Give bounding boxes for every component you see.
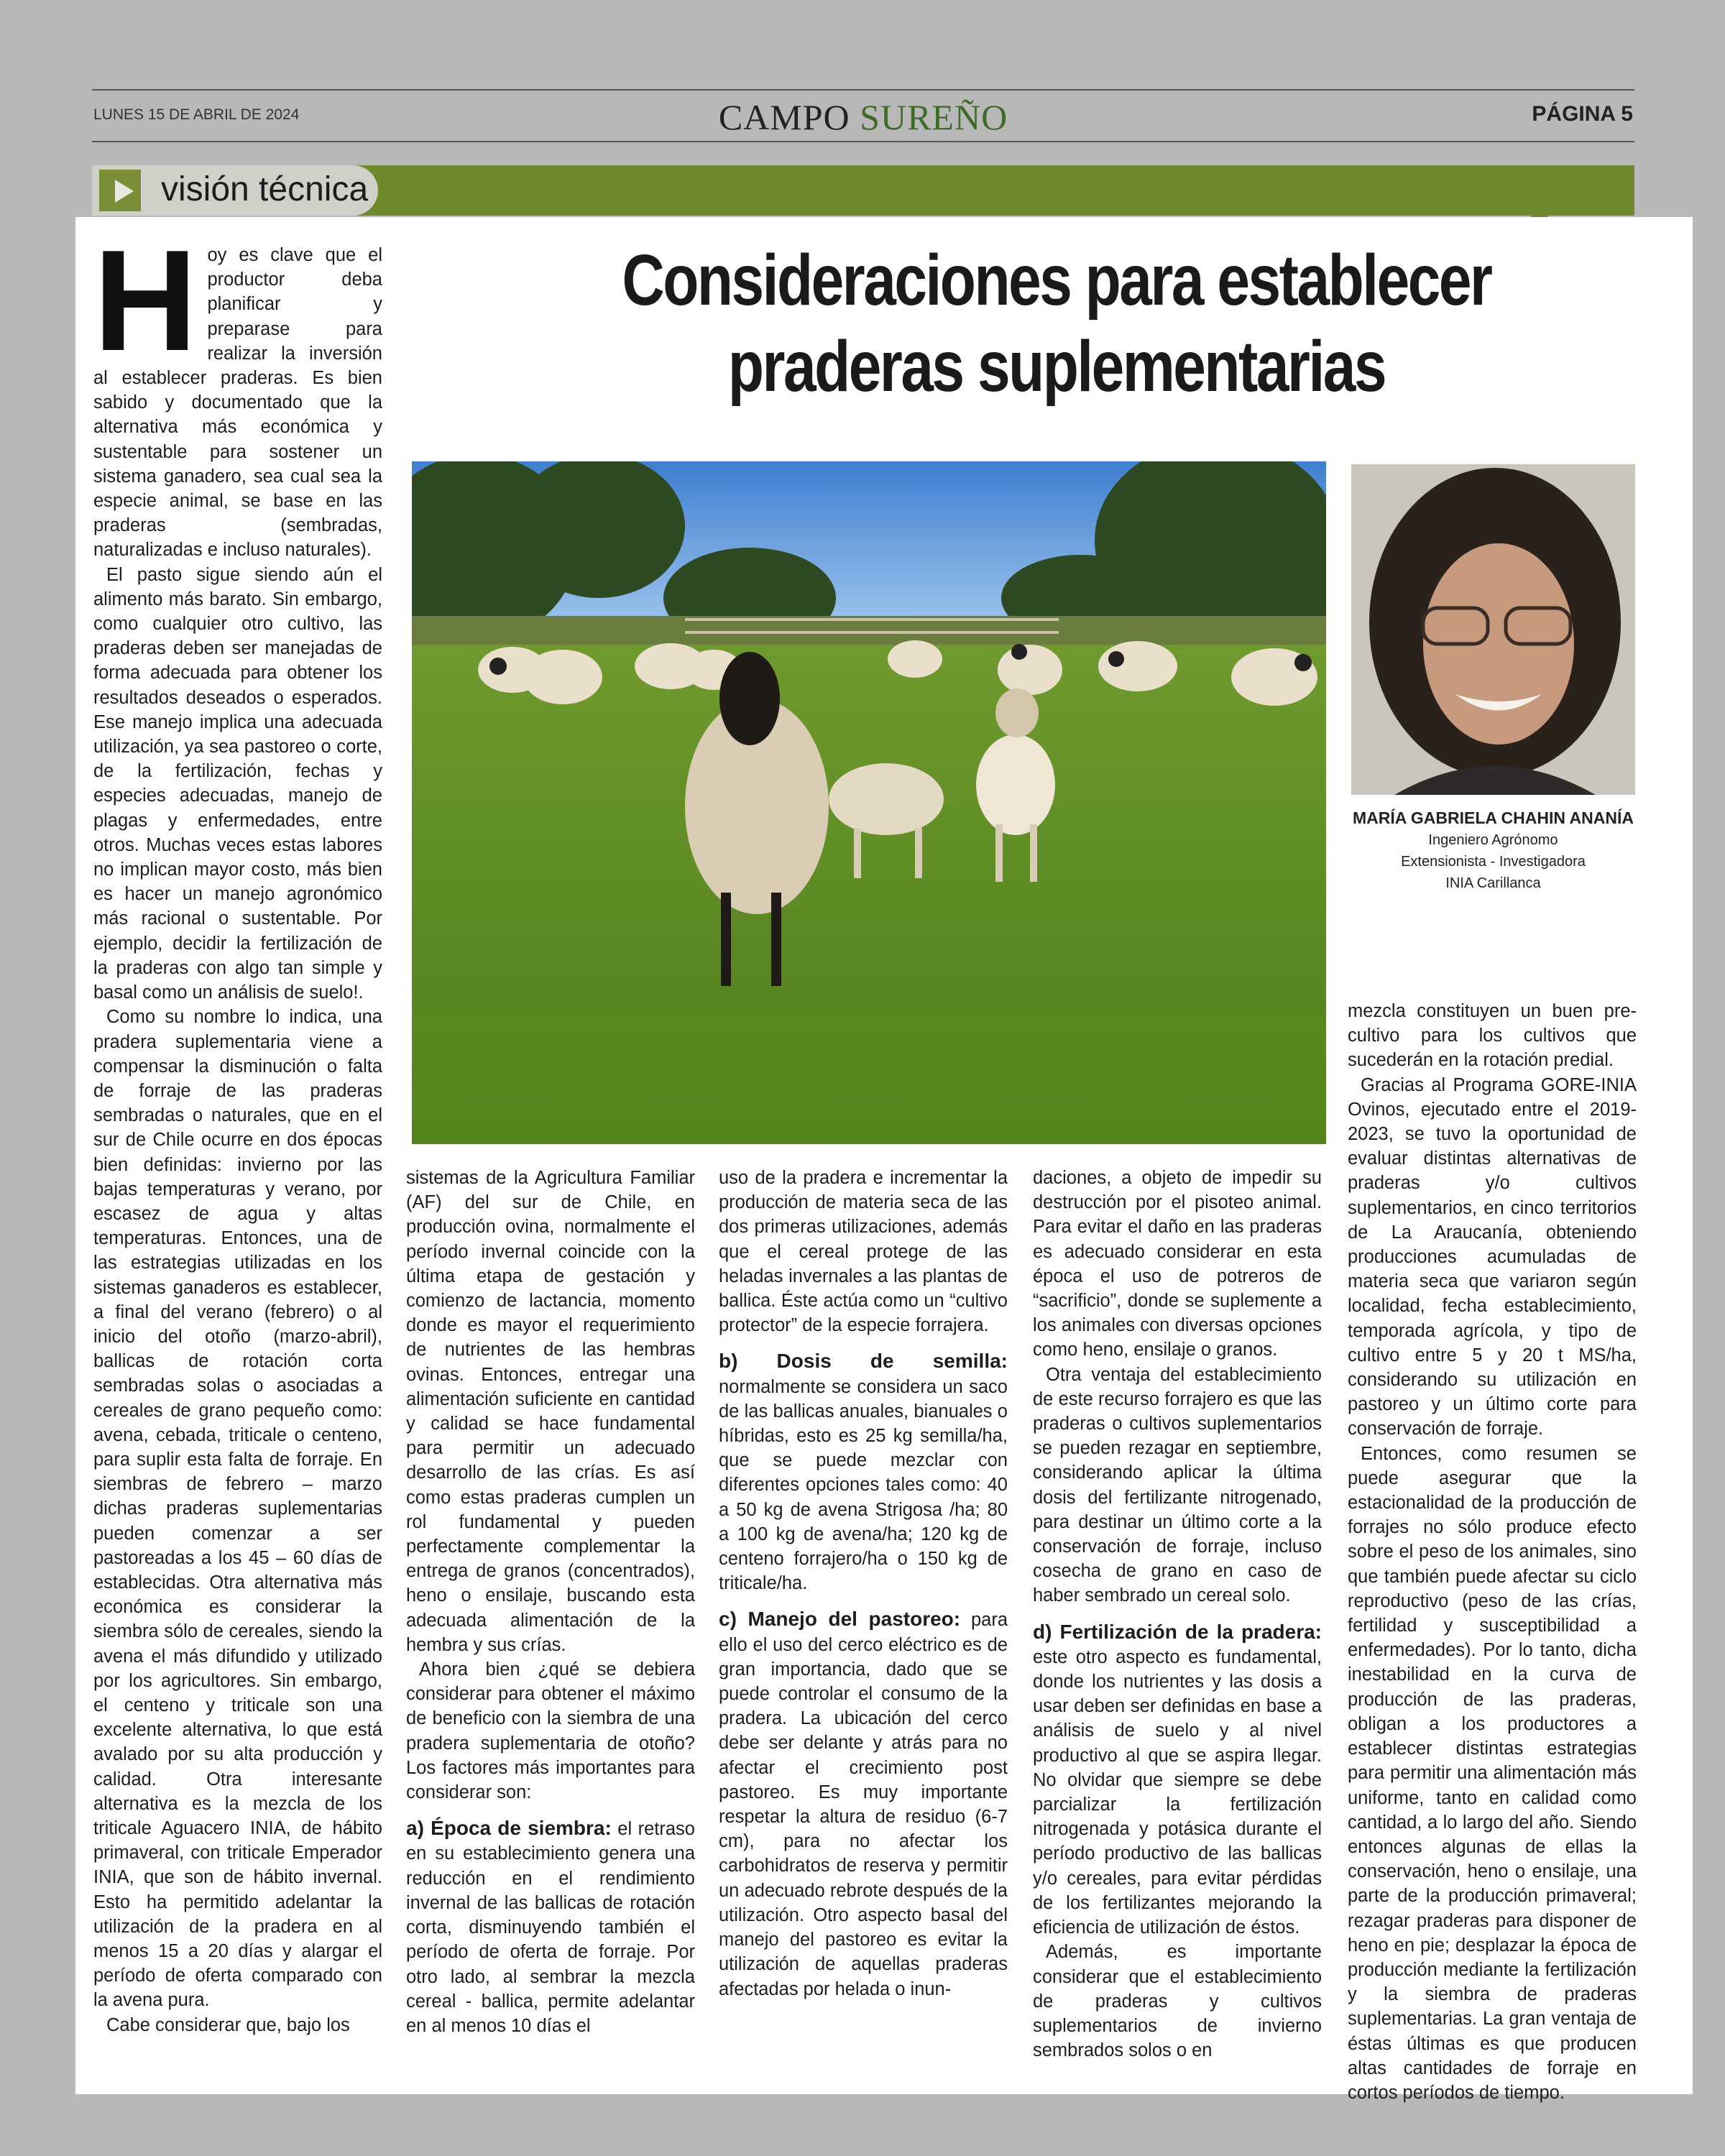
author-role: Extensionista - Investigadora bbox=[1401, 854, 1586, 870]
article-panel bbox=[75, 217, 1693, 2103]
paragraph: sistemas de la Agricultura Familiar (AF) del sur de Chile, en producción ovina, normalmente el período invernal coincide con la última etapa de gestación y comienzo de lactancia, momento donde es mayor el requerimiento de nutrientes de las hembras ovinas. Entonces, entregar una alimentación suficiente en cantidad y calidad se hace fundamental para permitir un adecuado desarrollo de las crías. Es así como estas praderas cumplen un rol fundamental y pueden perfectamente complementar la entrega de granos (concentrados), heno o ensilaje, buscando esta adecuada alimentación de la hembra y sus crías. bbox=[406, 1168, 695, 1655]
paragraph: Gracias al Programa GORE-INIA Ovinos, ejecutado entre el 2019-2023, se tuvo la oportunidad de evaluar distintas alternativas de praderas y/o cultivos suplementarios, en cinco territorios de La Araucanía, obteniendo producciones acumuladas de materia seca que variaron según localidad, fecha establecimiento, temporada agrícola, y tipo de cultivo entre 5 y 20 t MS/ha, considerando su utilización en pastoreo y un último corte para conservación de forraje. bbox=[1348, 1074, 1637, 1439]
drop-cap: H bbox=[93, 221, 198, 381]
section-label: visión técnica bbox=[161, 170, 369, 208]
author-portrait-illustration bbox=[1351, 464, 1635, 795]
masthead-part1: CAMPO bbox=[718, 97, 850, 137]
sheep-photo-illustration bbox=[412, 461, 1326, 1144]
issue-date: LUNES 15 DE ABRIL DE 2024 bbox=[93, 106, 300, 123]
paragraph: Ahora bien ¿qué se debiera considerar para obtener el máximo de beneficio con la siembra de una pradera suplementaria de otoño? Los factores más importantes para considerar son: bbox=[406, 1659, 695, 1803]
paragraph: El pasto sigue siendo aún el alimento más barato. Sin embargo, como cualquier otro cultivo, las praderas deben ser manejadas de forma adecuada para obtener los resultados deseados o esperados. Ese manejo implica una adecuada utilización, ya sea pastoreo o corte, de la fertilización, fechas y especies adecuadas, manejo de plagas y enfermedades, entre otros. Muchas veces estas labores no implican mayor costo, más bien es hacer un manejo agronómico más racional o sustentable. Por ejemplo, decidir la fertilización de la praderas con algo tan simple y basal como un análisis de suelo!. bbox=[93, 564, 382, 1003]
column-1 bbox=[93, 221, 382, 2037]
author-title: Ingeniero Agrónomo bbox=[1428, 832, 1558, 848]
paragraph: mezcla constituyen un buen pre-cultivo para los cultivos que sucederán en la rotación predial. bbox=[1348, 1001, 1637, 1071]
column-4 bbox=[1033, 1166, 1322, 2063]
author-name: MARÍA GABRIELA CHAHIN ANANÍA bbox=[1353, 808, 1634, 827]
section-label-box bbox=[92, 165, 378, 216]
paragraph: oy es clave que el productor deba planificar y preparase para realizar la inversión al establecer praderas. Es bien sabido y documentado que la alternativa más económica y sustentable para sostener un sistema ganadero, sea cual sea la especie animal, se base en las praderas (sembradas, naturalizadas e incluso naturales). bbox=[93, 245, 382, 561]
paragraph: Entonces, como resumen se puede asegurar que la estacionalidad de la producción de forrajes no sólo produce efecto sobre el peso de los animales, sino que también puede afectar su ciclo reproductivo (peso de las crías, fertilidad y susceptibilidad a enfermedades). Por lo tanto, dicha inestabilidad en la curva de producción de las praderas, obligan a los productores a establecer distintas estrategias para permitir una alimentación más uniforme, tanto en calidad como cantidad, a lo largo del año. Siendo entonces algunas de ellas la conservación, heno o ensilaje, una parte de la producción primaveral; rezagar praderas para disponer de heno en pie; desplazar la época de producción mediante la fertilización y la siembra de praderas suplementarias. La gran ventaja de éstas últimas es que producen altas cantidades de forraje en cortos períodos de tiempo. bbox=[1348, 1443, 1637, 2103]
author-credit bbox=[1348, 806, 1639, 894]
paragraph: uso de la pradera e incrementar la producción de materia seca de las dos primeras utilizaciones, además que el cereal protege de las heladas invernales a las plantas de ballica. Éste actúa como un “cultivo protector” de la especie forrajera. bbox=[719, 1168, 1008, 1336]
paragraph: este otro aspecto es fundamental, donde los nutrientes y las dosis a usar deben ser definidas en base a análisis de suelo y al nivel productivo al que se aspira llegar. No olvidar que siempre se debe parcializar la fertilización nitrogenada y potásica durante el período productivo de las ballicas y/o cereales, para evitar pérdidas de los fertilizantes mejorando la eficiencia de utilización de éstos. bbox=[1033, 1646, 1322, 1938]
paragraph: Otra ventaja del establecimiento de este recurso forrajero es que las praderas o cultivos suplementarios se pueden rezagar en septiembre, considerando aplicar la última dosis del fertilizante nitrogenado, para destinar un último corte a la conservación de forraje, incluso cosecha de grano en caso de haber sembrado un cereal solo. bbox=[1033, 1364, 1322, 1606]
masthead-part2: SUREÑO bbox=[860, 97, 1008, 137]
subheading-c: c) Manejo del pastoreo: bbox=[719, 1608, 961, 1631]
paragraph: Además, es importante considerar que el establecimiento de praderas y cultivos suplementarios de invierno sembrados solos o en bbox=[1033, 1942, 1322, 2061]
page-header bbox=[92, 89, 1634, 142]
column-2 bbox=[406, 1166, 695, 2038]
paragraph: Cabe considerar que, bajo los bbox=[106, 2014, 350, 2035]
paragraph: normalmente se considera un saco de las ballicas anuales, bianuales o híbridas, esto es 25 kg semilla/ha, que se puede mezclar con diferentes opciones tales como: 40 a 50 kg de avena Strigosa /ha; 80 a 100 kg de avena/ha; 120 kg de centeno forrajero/ha o 150 kg de triticale/ha. bbox=[719, 1376, 1008, 1594]
author-institution: INIA Carillanca bbox=[1445, 875, 1541, 891]
paragraph: para ello el uso del cerco eléctrico es de gran importancia, dado que se puede controlar el consumo de la pradera. La ubicación del cerco debe ser delante y atrás para no afectar el crecimiento post pastoreo. Es muy importante respetar la altura de residuo (6-7 cm), para no afectar los carbohidratos de reserva y permitir un adecuado rebrote después de la utilización. Otro aspecto basal del manejo del pastoreo es evitar la utilización de aquellas praderas afectadas por helada o inun- bbox=[719, 1610, 1008, 1999]
paragraph: el retraso en su establecimiento genera una reducción en el rendimiento invernal de las ballicas de rotación corta, disminuyendo también el período de oferta de forraje. Por otro lado, al sembrar la mezcla cereal - ballica, permite adelantar en al menos 10 días el bbox=[406, 1819, 695, 2036]
paragraph: Como su nombre lo indica, una pradera suplementaria viene a compensar la disminución o falta de forraje de las praderas sembradas o naturales, que en el sur de Chile ocurre en dos épocas bien definidas: invierno por las bajas temperaturas y verano, por escasez de agua y altas temperaturas. Entonces, una de las estrategias utilizadas en los sistemas ganaderos es establecer, a final del verano (febrero) o al inicio del otoño (marzo-abril), ballicas de rotación corta sembradas solas o asociadas a cereales de grano pequeño como: avena, cebada, triticale o centeno, para suplir esta falta de forraje. En siembras de febrero – marzo dichas praderas suplementarias pueden comenzar a ser pastoreadas a los 45 – 60 días de establecidas. Otra alternativa más económica es considerar la siembra sólo de cereales, siendo la avena el más difundido y utilizado por los agricultores. Sin embargo, el centeno y triticale son una excelente alternativa, lo que está avalado por su alta producción y calidad. Otra interesante alternativa es la mezcla de los triticale Aguacero INIA, de hábito primaveral, con triticale Emperador INIA, que son de hábito invernal. Esto ha permitido adelantar la utilización de la pradera en al menos 15 a 20 días y alargar el período de oferta comparado con la avena pura. bbox=[93, 1007, 382, 2011]
masthead bbox=[92, 96, 1634, 138]
subheading-b: b) Dosis de semilla: bbox=[719, 1350, 1008, 1373]
subheading-a: a) Época de siembra: bbox=[406, 1817, 612, 1840]
paragraph: daciones, a objeto de impedir su destrucción por el pisoteo animal. Para evitar el daño en las praderas es adecuado considerar en esta época el uso de potreros de “sacrificio”, donde se suplemente a los animales con diversas opciones como heno, ensilaje o granos. bbox=[1033, 1168, 1322, 1360]
subheading-d: d) Fertilización de la pradera: bbox=[1033, 1620, 1322, 1643]
play-arrow-icon bbox=[99, 170, 141, 211]
column-3 bbox=[719, 1166, 1008, 2001]
author-portrait bbox=[1351, 464, 1635, 795]
column-5 bbox=[1348, 999, 1637, 2105]
page-number: PÁGINA 5 bbox=[1532, 102, 1633, 126]
headline: Consideraciones para establecer praderas suplementarias bbox=[622, 240, 1491, 407]
sheep-photo bbox=[412, 461, 1326, 1144]
section-bar bbox=[92, 165, 1634, 216]
